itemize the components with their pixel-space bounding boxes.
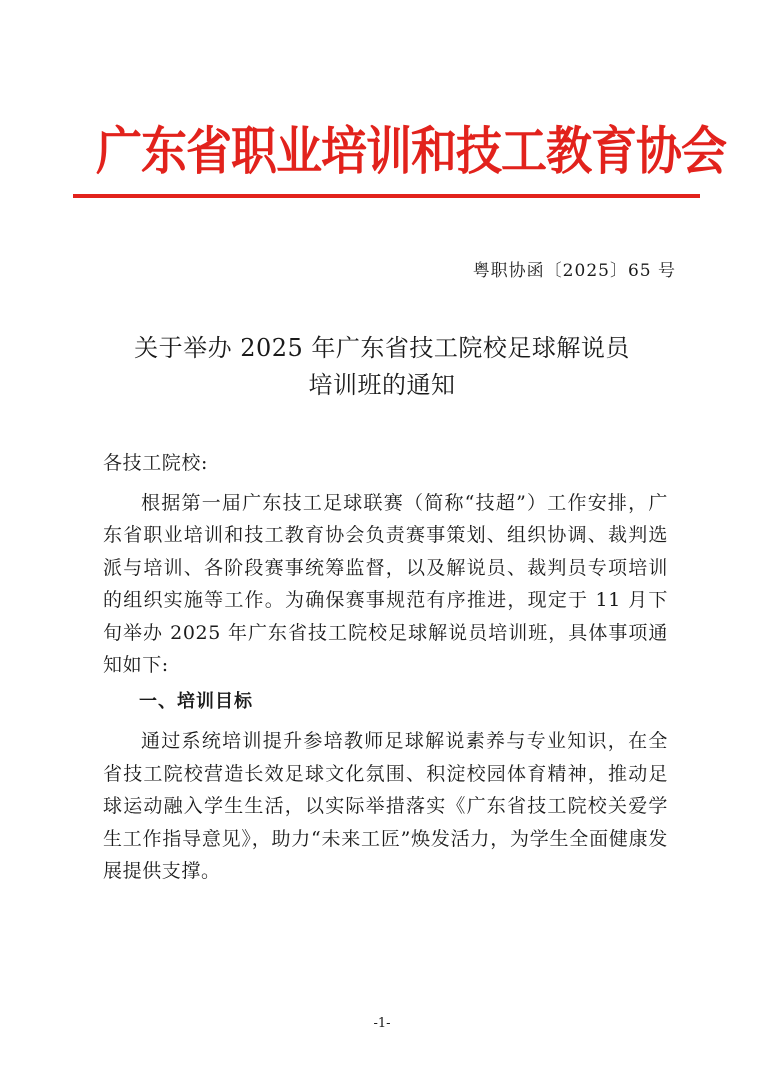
organization-letterhead: 广东省职业培训和技工教育协会 xyxy=(96,120,726,182)
salutation: 各技工院校: xyxy=(103,452,209,474)
title-line-1: 关于举办 2025 年广东省技工院校足球解说员 xyxy=(134,334,630,362)
document-title xyxy=(60,330,704,404)
letterhead-red-rule xyxy=(73,194,700,198)
section-heading-training-goals: 一、培训目标 xyxy=(139,690,253,712)
document-body xyxy=(103,447,668,892)
document-number: 粤职协函〔2025〕65 号 xyxy=(472,261,676,281)
paragraph-training-goals: 通过系统培训提升参培教师足球解说素养与专业知识，在全省技工院校营造长效足球文化氛围、积淀校园体育精神，推动足球运动融入学生生活，以实际举措落实《广东省技工院校关爱学生工作指导意见》，助力“未来工匠”焕发活力，为学生全面健康发展提供支撑。 xyxy=(103,730,668,882)
paragraph-intro: 根据第一届广东技工足球联赛（简称“技超”）工作安排，广东省职业培训和技工教育协会负责赛事策划、组织协调、裁判选派与培训、各阶段赛事统筹监督，以及解说员、裁判员专项培训的组织实施等工作。为确保赛事规范有序推进，现定于 11 月下旬举办 2025 年广东省技工院校足球解说员培训班，具体事项通知如下: xyxy=(103,491,668,676)
title-line-2: 培训班的通知 xyxy=(308,371,456,399)
page-number: -1- xyxy=(373,1016,391,1031)
